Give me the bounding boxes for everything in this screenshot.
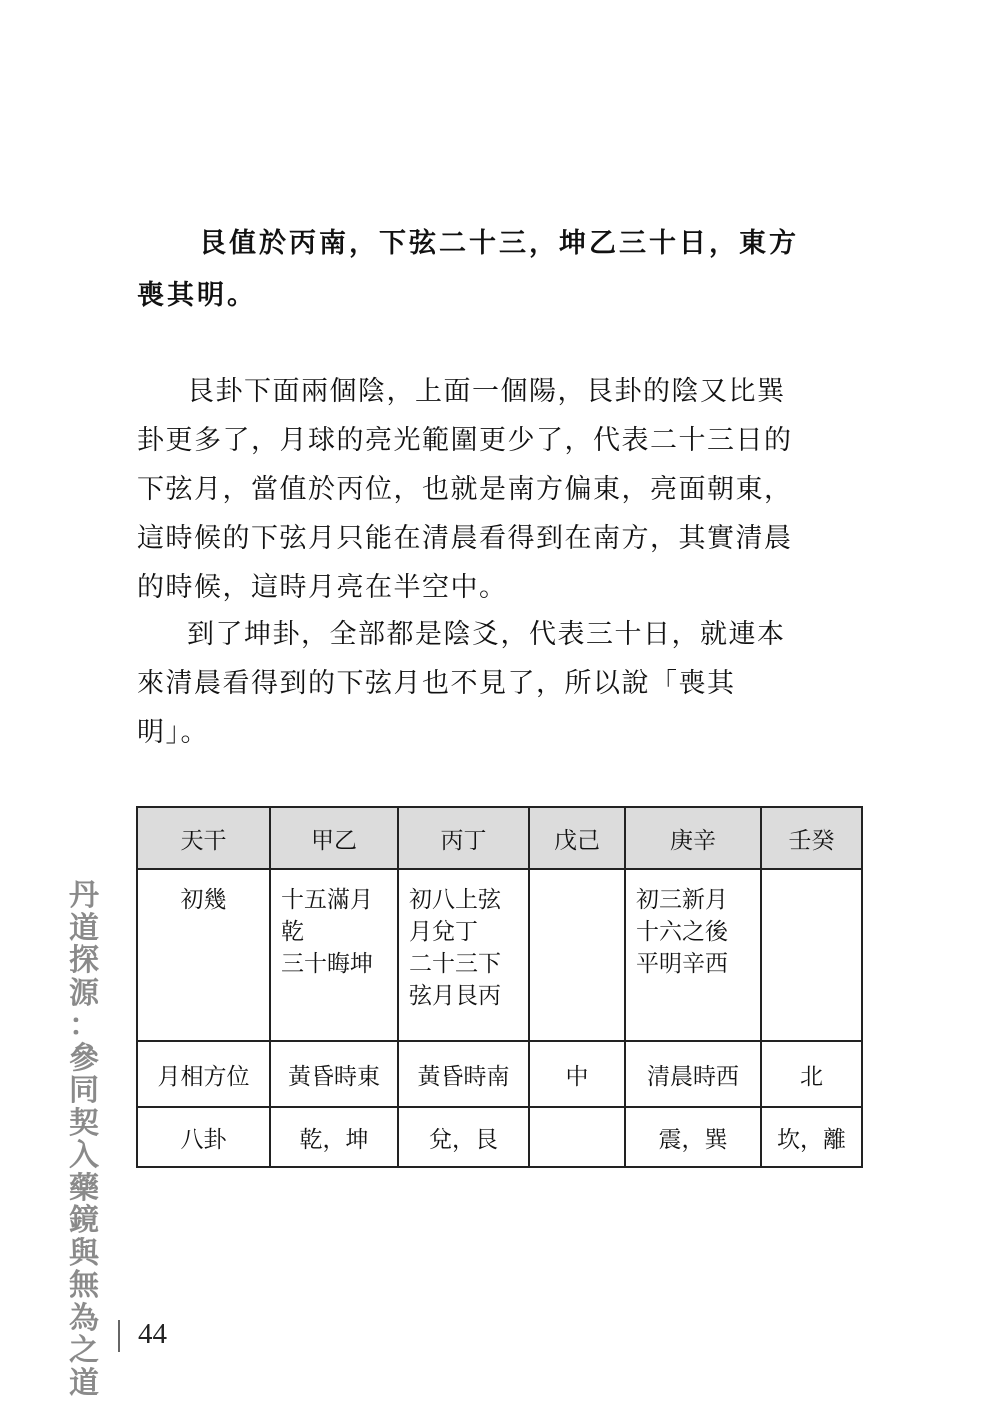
cell-line: 乾 bbox=[281, 919, 304, 945]
book-title-char: 道 bbox=[69, 910, 99, 946]
book-title-char: 源 bbox=[69, 975, 99, 1011]
table-cell bbox=[529, 1107, 625, 1167]
paragraph-line: 卦更多了，月球的亮光範圍更少了，代表二十三日的 bbox=[137, 425, 793, 456]
book-title-char: 契 bbox=[69, 1105, 99, 1141]
table-row bbox=[137, 869, 862, 1041]
cell-line: 三十晦坤 bbox=[281, 951, 373, 977]
quote-line-2: 喪其明。 bbox=[137, 280, 257, 311]
table-header-cell: 甲乙 bbox=[270, 807, 398, 869]
table-cell bbox=[625, 869, 761, 1041]
table-cell: 北 bbox=[761, 1041, 862, 1107]
table-cell: 黃昏時東 bbox=[270, 1041, 398, 1107]
table-cell bbox=[270, 869, 398, 1041]
table-cell: 震，巽 bbox=[625, 1107, 761, 1167]
cell-line: 初三新月 bbox=[636, 887, 728, 913]
paragraph-1 bbox=[137, 367, 837, 612]
table-cell bbox=[529, 869, 625, 1041]
cell-line: 平明辛西 bbox=[636, 951, 728, 977]
paragraph-line: 艮卦下面兩個陰，上面一個陽，艮卦的陰又比巽 bbox=[187, 376, 786, 407]
table-cell bbox=[761, 869, 862, 1041]
book-title-char: ： bbox=[69, 1008, 99, 1043]
table-header-row bbox=[137, 807, 862, 869]
table-cell bbox=[398, 869, 529, 1041]
cell-line: 十五滿月 bbox=[281, 887, 373, 913]
table-header-cell: 庚辛 bbox=[625, 807, 761, 869]
cell-line: 二十三下 bbox=[409, 951, 501, 977]
paragraph-line: 下弦月，當值於丙位，也就是南方偏東，亮面朝東， bbox=[137, 474, 793, 505]
table-cell: 清晨時西 bbox=[625, 1041, 761, 1107]
book-title-char: 探 bbox=[69, 943, 99, 978]
book-title-char: 為 bbox=[69, 1300, 99, 1336]
row-label: 初幾 bbox=[137, 869, 270, 1041]
row-label: 八卦 bbox=[137, 1107, 270, 1167]
paragraph-line: 來清晨看得到的下弦月也不見了，所以說「喪其 bbox=[137, 668, 736, 699]
book-title-char: 入 bbox=[69, 1138, 99, 1173]
table-header-cell: 丙丁 bbox=[398, 807, 529, 869]
book-title-char: 無 bbox=[69, 1268, 99, 1303]
page-number-divider bbox=[118, 1320, 120, 1352]
paragraph-2 bbox=[137, 610, 837, 757]
table-cell: 中 bbox=[529, 1041, 625, 1107]
table-cell: 兌，艮 bbox=[398, 1107, 529, 1167]
row-label: 月相方位 bbox=[137, 1041, 270, 1107]
table-cell: 坎，離 bbox=[761, 1107, 862, 1167]
book-title-char: 之 bbox=[69, 1333, 99, 1368]
table-row bbox=[137, 1107, 862, 1167]
book-title-char: 參 bbox=[69, 1040, 99, 1076]
book-title-char: 與 bbox=[69, 1235, 99, 1271]
paragraph-line: 到了坤卦，全部都是陰爻，代表三十日，就連本 bbox=[187, 619, 786, 650]
page-number: 44 bbox=[138, 1318, 167, 1350]
book-title-char: 鏡 bbox=[69, 1203, 99, 1238]
cell-line: 十六之後 bbox=[636, 919, 728, 945]
quote-line-1: 艮值於丙南，下弦二十三，坤乙三十日，東方 bbox=[199, 228, 799, 259]
book-title-char: 藥 bbox=[69, 1170, 99, 1206]
classic-quote bbox=[137, 218, 837, 322]
table-cell: 乾，坤 bbox=[270, 1107, 398, 1167]
paragraph-line: 這時候的下弦月只能在清晨看得到在南方，其實清晨 bbox=[137, 523, 793, 554]
table-cell: 黃昏時南 bbox=[398, 1041, 529, 1107]
paragraph-line: 的時候，這時月亮在半空中。 bbox=[137, 572, 508, 603]
book-title-char: 同 bbox=[69, 1073, 99, 1108]
book-title-vertical bbox=[62, 880, 106, 1400]
table-header-cell: 天干 bbox=[137, 807, 270, 869]
cell-line: 弦月艮丙 bbox=[409, 983, 501, 1009]
paragraph-line: 明」。 bbox=[137, 717, 209, 748]
table-header-cell: 戊己 bbox=[529, 807, 625, 869]
book-title-char: 道 bbox=[69, 1365, 99, 1401]
table-row bbox=[137, 1041, 862, 1107]
moon-phase-table bbox=[136, 806, 863, 1168]
table-header-cell: 壬癸 bbox=[761, 807, 862, 869]
cell-line: 月兌丁 bbox=[409, 919, 478, 945]
cell-line: 初八上弦 bbox=[409, 887, 501, 913]
book-title-char: 丹 bbox=[69, 878, 99, 913]
